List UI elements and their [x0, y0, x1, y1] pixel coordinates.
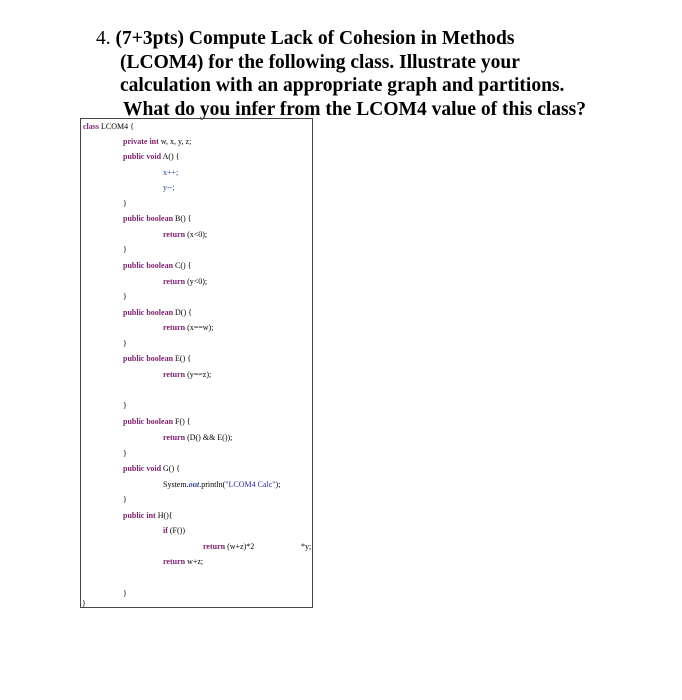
- class-close: }: [82, 599, 86, 608]
- method-g-statement: System.out.println("LCOM4 Calc");: [163, 480, 281, 489]
- question-text-1: Compute Lack of Cohesion in Methods: [188, 28, 515, 49]
- field-declaration: private int w, x, y, z;: [123, 137, 192, 146]
- method-d-signature: public boolean D() {: [123, 308, 192, 317]
- method-h-close: }: [123, 589, 127, 598]
- method-h-signature: public int H(){: [123, 511, 173, 520]
- method-h-return-2: return w+z;: [163, 557, 204, 566]
- method-a-statement-1: x++;: [163, 168, 179, 177]
- method-f-return: return (D() && E());: [163, 433, 233, 442]
- method-a-close: }: [123, 199, 127, 208]
- method-b-close: }: [123, 245, 127, 254]
- method-d-close: }: [123, 339, 127, 348]
- method-b-signature: public boolean B() {: [123, 214, 192, 223]
- question-line-1: [96, 27, 666, 51]
- method-a-statement-2: y--;: [163, 183, 175, 192]
- method-h-return-1-tail: *y;: [301, 542, 312, 551]
- method-e-signature: public boolean E() {: [123, 354, 192, 363]
- method-c-signature: public boolean C() {: [123, 261, 192, 270]
- method-a-signature: public void A() {: [123, 152, 180, 161]
- method-c-close: }: [123, 292, 127, 301]
- code-listing: [80, 118, 313, 608]
- class-declaration: class LCOM4 {: [83, 122, 134, 131]
- method-c-return: return (y<0);: [163, 277, 208, 286]
- method-h-return-1: return (w+z)*2: [203, 542, 255, 551]
- method-g-signature: public void G() {: [123, 464, 180, 473]
- method-h-if: if (F()): [163, 526, 185, 535]
- method-b-return: return (x<0);: [163, 230, 208, 239]
- question-line-3: calculation with an appropriate graph and partitions.: [120, 75, 565, 96]
- method-f-close: }: [123, 449, 127, 458]
- method-f-signature: public boolean F() {: [123, 417, 191, 426]
- question-text: [96, 27, 666, 121]
- method-g-close: }: [123, 495, 127, 504]
- question-number: 4.: [96, 28, 111, 49]
- method-e-return: return (y==z);: [163, 370, 212, 379]
- question-line-4: What do you infer from the LCOM4 value of this class?: [123, 98, 586, 120]
- method-e-close: }: [123, 401, 127, 410]
- question-points: (7+3pts): [115, 28, 185, 49]
- question-line-2: (LCOM4) for the following class. Illustrate your: [120, 51, 520, 73]
- method-d-return: return (x==w);: [163, 323, 214, 332]
